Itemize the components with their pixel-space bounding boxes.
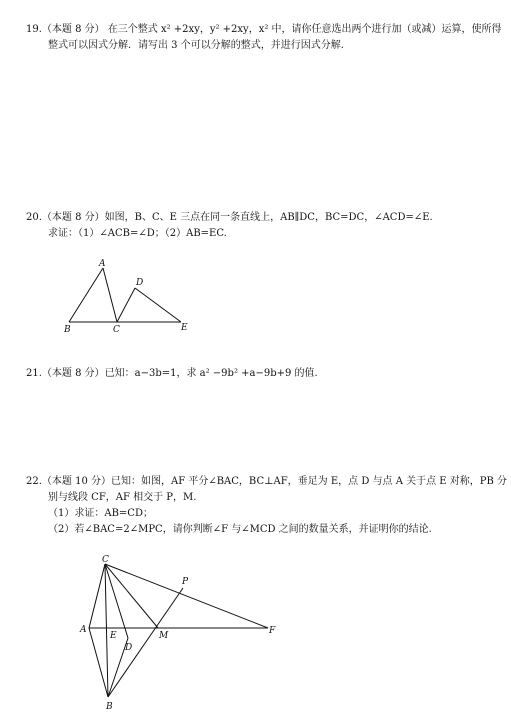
q22-segment-bp bbox=[108, 588, 183, 697]
q20-label-d: D bbox=[136, 278, 144, 288]
question-21 bbox=[26, 366, 504, 382]
q20-line-1: 20.（本题 8 分）如图，B、C、E 三点在同一条直线上，AB∥DC，BC=DC，∠ACD=∠E. bbox=[26, 212, 433, 223]
q22-figure bbox=[70, 552, 290, 712]
q22-line-1: 22.（本题 10 分）已知：如图，AF 平分∠BAC，BC⊥AF，垂足为 E，点 D 与点 A 关于点 E 对称，PB 分 bbox=[26, 476, 508, 487]
q22-segment-cd bbox=[105, 564, 128, 638]
q22-label-d: D bbox=[125, 643, 133, 653]
q20-line-2: 求证：（1）∠ACB=∠D；（2）AB=EC. bbox=[48, 228, 227, 239]
q22-label-m: M bbox=[159, 631, 169, 641]
q20-segment-ac bbox=[103, 268, 117, 322]
q22-line-4: （2）若∠BAC=2∠MPC，请你判断∠F 与∠MCD 之间的数量关系，并证明你的结论. bbox=[48, 524, 432, 535]
q22-label-e: E bbox=[110, 631, 117, 641]
q20-segment-cd bbox=[117, 288, 135, 322]
q19-line-2: 整式可以因式分解．请写出 3 个可以分解的整式，并进行因式分解. bbox=[48, 40, 344, 51]
q20-label-b: B bbox=[64, 325, 71, 335]
q19-line-1: 19.（本题 8 分） 在三个整式 x² +2xy，y² +2xy，x² 中，请你任意选出两个进行加（或减）运算，使所得 bbox=[26, 24, 502, 35]
q20-label-e: E bbox=[181, 323, 188, 333]
q20-segment-ab bbox=[69, 268, 103, 322]
question-19 bbox=[26, 22, 504, 54]
q21-line-1: 21.（本题 8 分）已知：a−3b=1，求 a² −9b² +a−9b+9 的值. bbox=[26, 368, 318, 379]
q22-segment-cb bbox=[105, 564, 108, 697]
q22-segment-ab bbox=[89, 628, 108, 697]
q22-segment-cm bbox=[105, 564, 158, 628]
q22-label-c: C bbox=[102, 555, 109, 565]
q20-label-a: A bbox=[99, 259, 106, 269]
q20-label-c: C bbox=[113, 325, 120, 335]
question-22 bbox=[26, 474, 508, 538]
q22-segment-ca bbox=[89, 564, 105, 628]
q20-figure bbox=[60, 256, 200, 336]
q22-label-f: F bbox=[269, 626, 276, 636]
q22-line-3: （1）求证：AB=CD； bbox=[48, 508, 153, 519]
q20-segment-de bbox=[135, 288, 181, 322]
q22-label-p: P bbox=[182, 577, 189, 587]
question-20 bbox=[26, 210, 504, 242]
q22-segment-cf bbox=[105, 564, 268, 628]
q22-label-a: A bbox=[80, 625, 87, 635]
q22-label-b: B bbox=[106, 702, 113, 712]
q22-line-2: 别与线段 CF，AF 相交于 P，M. bbox=[48, 492, 197, 503]
